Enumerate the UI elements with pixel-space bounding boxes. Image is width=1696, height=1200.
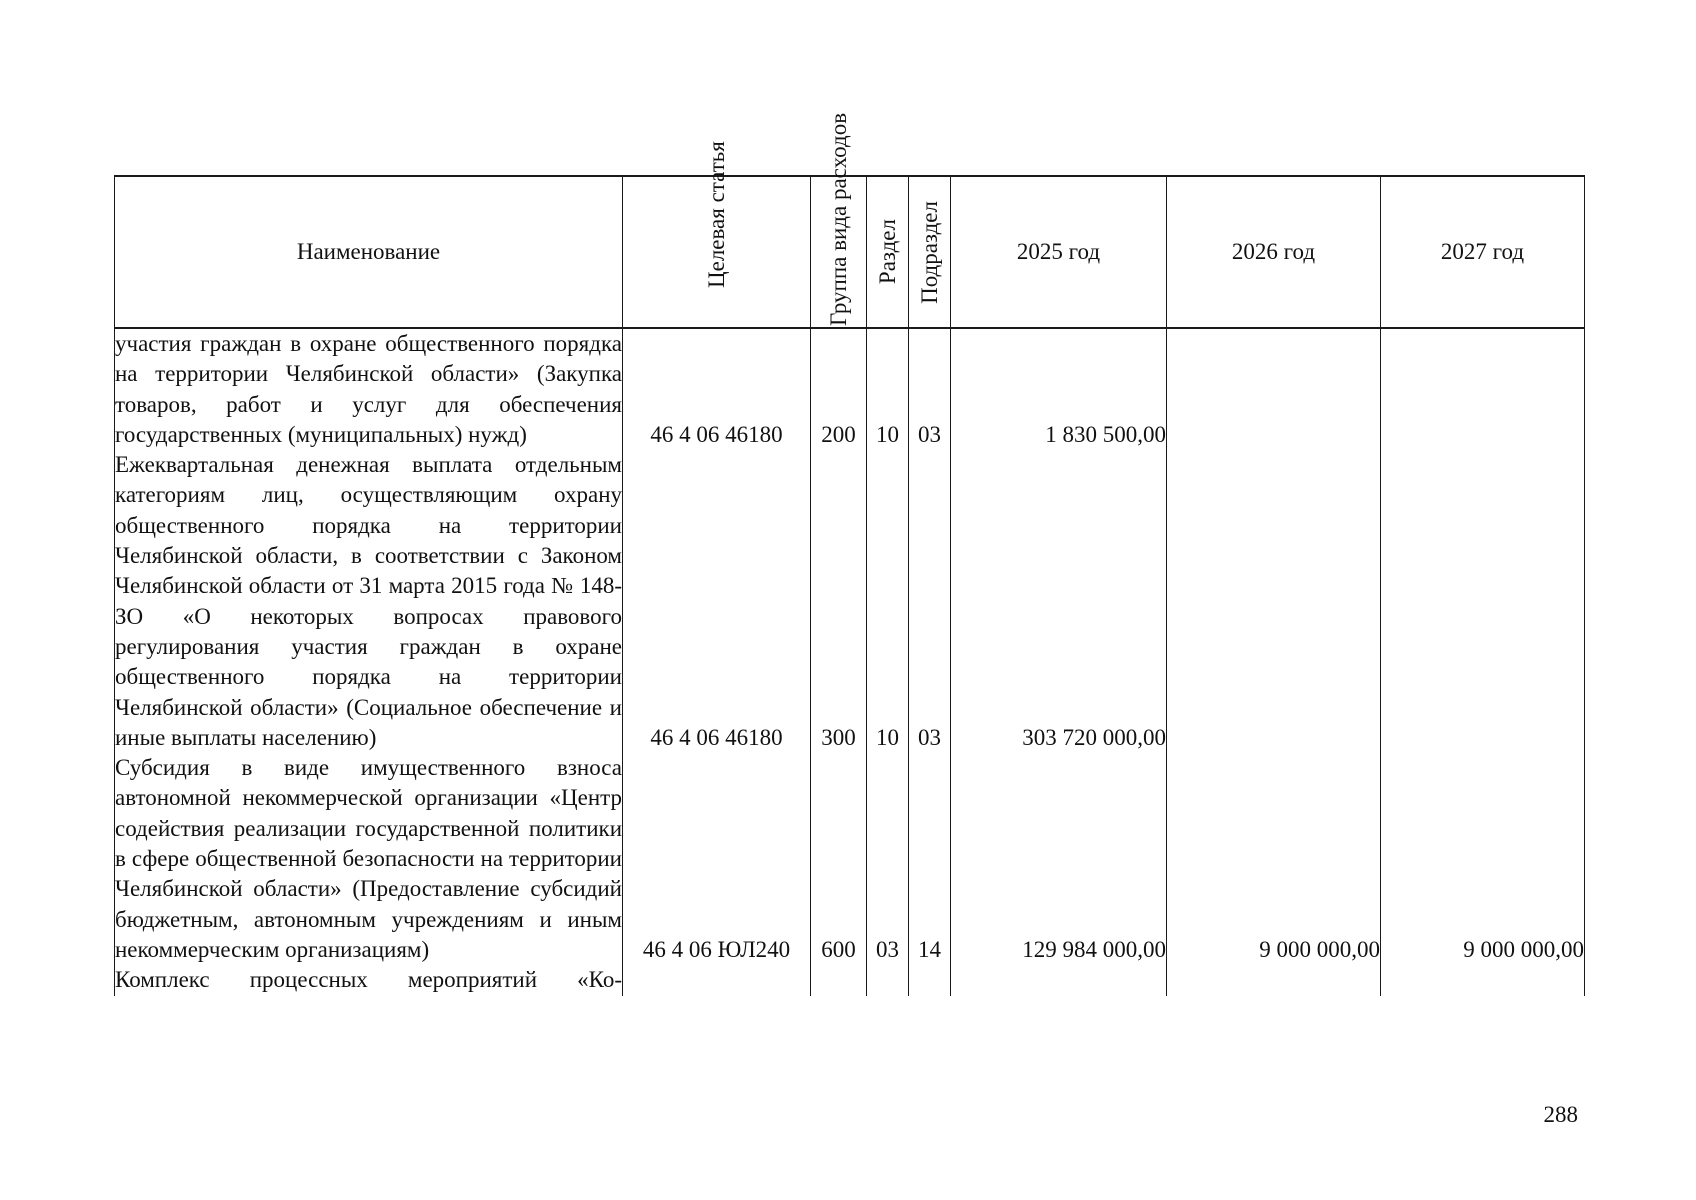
row-expense-group <box>811 965 867 995</box>
row-amount-2027 <box>1381 450 1585 753</box>
row-target-article: 46 4 06 ЮЛ240 <box>623 753 811 965</box>
row-target-article: 46 4 06 46180 <box>623 328 811 450</box>
row-amount-2027: 9 000 000,00 <box>1381 753 1585 965</box>
budget-table <box>114 112 1585 996</box>
row-amount-2025: 1 830 500,00 <box>951 328 1167 450</box>
header-expense-group: Группа вида расходов <box>811 176 867 328</box>
row-name: Ежеквартальная денежная выплата отдельным категориям лиц, осуществляющим охрану общественного порядка на территории Челябинской области, в соответствии с Законом Челябинской области от 31 марта 2015 года № 148-ЗО «О некоторых вопросах правового регулирования участия граждан в охране общественного порядка на территории Челябинской области» (Социальное обеспечение и иные выплаты населению) <box>115 450 623 753</box>
row-expense-group: 200 <box>811 328 867 450</box>
row-amount-2027 <box>1381 328 1585 450</box>
table-row <box>115 328 1585 450</box>
row-amount-2025: 129 984 000,00 <box>951 753 1167 965</box>
row-subsection: 03 <box>909 328 951 450</box>
row-section <box>867 965 909 995</box>
row-amount-2025 <box>951 965 1167 995</box>
row-expense-group: 600 <box>811 753 867 965</box>
row-amount-2026 <box>1167 328 1381 450</box>
table-row <box>115 450 1585 753</box>
header-subsection: Подраздел <box>909 176 951 328</box>
header-target-article: Целевая статья <box>623 176 811 328</box>
header-2027: 2027 год <box>1381 176 1585 328</box>
table-row <box>115 965 1585 995</box>
row-target-article: 46 4 06 46180 <box>623 450 811 753</box>
row-amount-2027 <box>1381 965 1585 995</box>
row-subsection: 14 <box>909 753 951 965</box>
row-name: участия граждан в охране общественного порядка на территории Челябинской области» (Закупка товаров, работ и услуг для обеспечения государственных (муниципальных) нужд) <box>115 328 623 450</box>
header-row <box>115 176 1585 328</box>
row-section: 03 <box>867 753 909 965</box>
table-row <box>115 753 1585 965</box>
header-2025: 2025 год <box>951 176 1167 328</box>
row-amount-2025: 303 720 000,00 <box>951 450 1167 753</box>
row-expense-group: 300 <box>811 450 867 753</box>
header-2026: 2026 год <box>1167 176 1381 328</box>
row-subsection <box>909 965 951 995</box>
row-subsection: 03 <box>909 450 951 753</box>
row-amount-2026 <box>1167 450 1381 753</box>
row-amount-2026: 9 000 000,00 <box>1167 753 1381 965</box>
row-section: 10 <box>867 328 909 450</box>
row-target-article <box>623 965 811 995</box>
row-amount-2026 <box>1167 965 1381 995</box>
row-section: 10 <box>867 450 909 753</box>
page-number: 288 <box>1543 1102 1578 1127</box>
row-name: Субсидия в виде имущественного взноса автономной некоммерческой организации «Центр содействия реализации государственной политики в сфере общественной безопасности на территории Челябинской области» (Предоставление субсидий бюджетным, автономным учреждениям и иным некоммерческим организациям) <box>115 753 623 965</box>
header-section: Раздел <box>867 176 909 328</box>
row-name: Комплекс процессных мероприятий «Ко- <box>115 965 623 995</box>
header-name: Наименование <box>115 176 623 328</box>
